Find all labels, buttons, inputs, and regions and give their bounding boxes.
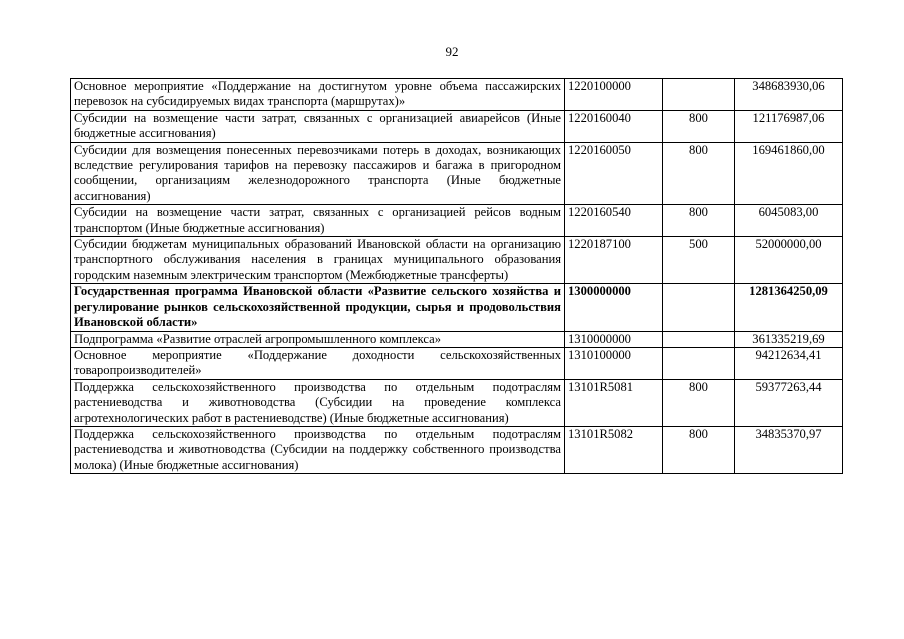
row-code-cell: 13101R5082 <box>565 426 663 473</box>
row-code-cell: 1220160540 <box>565 205 663 237</box>
row-expense-type-cell <box>663 331 735 347</box>
row-amount-cell: 6045083,00 <box>735 205 843 237</box>
row-amount-cell: 1281364250,09 <box>735 284 843 331</box>
row-expense-type-cell <box>663 79 735 111</box>
row-code-cell: 1220187100 <box>565 237 663 284</box>
row-name-cell: Основное мероприятие «Поддержание на достигнутом уровне объема пассажирских перевозок на субсидируемых видах транспорта (маршрутах)» <box>71 79 565 111</box>
row-amount-cell: 169461860,00 <box>735 142 843 205</box>
row-expense-type-cell <box>663 347 735 379</box>
table-row <box>71 142 843 205</box>
row-name-cell: Субсидии на возмещение части затрат, связанных с организацией авиарейсов (Иные бюджетные ассигнования) <box>71 110 565 142</box>
row-expense-type-cell: 800 <box>663 142 735 205</box>
row-code-cell: 1220100000 <box>565 79 663 111</box>
row-name-cell: Субсидии для возмещения понесенных перевозчиками потерь в доходах, возникающих вследствие регулирования тарифов на перевозку пассажиров и багажа в пригородном сообщении, организациям железнодорожного транспорта (Иные бюджетные ассигнования) <box>71 142 565 205</box>
row-expense-type-cell <box>663 284 735 331</box>
row-code-cell: 1220160050 <box>565 142 663 205</box>
row-amount-cell: 34835370,97 <box>735 426 843 473</box>
table-row <box>71 205 843 237</box>
row-code-cell: 1300000000 <box>565 284 663 331</box>
row-code-cell: 1310000000 <box>565 331 663 347</box>
table-row <box>71 426 843 473</box>
table-row <box>71 110 843 142</box>
row-name-cell: Государственная программа Ивановской области «Развитие сельского хозяйства и регулирование рынков сельскохозяйственной продукции, сырья и продовольствия Ивановской области» <box>71 284 565 331</box>
row-name-cell: Субсидии на возмещение части затрат, связанных с организацией рейсов водным транспортом (Иные бюджетные ассигнования) <box>71 205 565 237</box>
table-row <box>71 284 843 331</box>
row-code-cell: 1310100000 <box>565 347 663 379</box>
row-code-cell: 1220160040 <box>565 110 663 142</box>
row-amount-cell: 52000000,00 <box>735 237 843 284</box>
budget-table <box>70 78 843 474</box>
row-name-cell: Основное мероприятие «Поддержание доходности сельскохозяйственных товаропроизводителей» <box>71 347 565 379</box>
table-row <box>71 237 843 284</box>
row-expense-type-cell: 500 <box>663 237 735 284</box>
row-amount-cell: 361335219,69 <box>735 331 843 347</box>
row-code-cell: 13101R5081 <box>565 379 663 426</box>
row-expense-type-cell: 800 <box>663 426 735 473</box>
row-name-cell: Поддержка сельскохозяйственного производства по отдельным подотраслям растениеводства и животноводства (Субсидии на поддержку собственного производства молока) (Иные бюджетные ассигнования) <box>71 426 565 473</box>
row-expense-type-cell: 800 <box>663 205 735 237</box>
table-row <box>71 79 843 111</box>
table-row <box>71 331 843 347</box>
row-name-cell: Поддержка сельскохозяйственного производства по отдельным подотраслям растениеводства и животноводства (Субсидии на проведение комплекса агротехнологических работ в растениеводстве) (Иные бюджетные ассигнования) <box>71 379 565 426</box>
row-amount-cell: 59377263,44 <box>735 379 843 426</box>
page-number: 92 <box>445 44 459 59</box>
table-row <box>71 347 843 379</box>
row-amount-cell: 348683930,06 <box>735 79 843 111</box>
row-expense-type-cell: 800 <box>663 110 735 142</box>
row-expense-type-cell: 800 <box>663 379 735 426</box>
row-name-cell: Подпрограмма «Развитие отраслей агропромышленного комплекса» <box>71 331 565 347</box>
row-amount-cell: 94212634,41 <box>735 347 843 379</box>
row-name-cell: Субсидии бюджетам муниципальных образований Ивановской области на организацию транспортного обслуживания населения в границах муниципального образования городским наземным электрическим транспортом (Межбюджетные трансферты) <box>71 237 565 284</box>
row-amount-cell: 121176987,06 <box>735 110 843 142</box>
table-row <box>71 379 843 426</box>
budget-table-body <box>71 79 843 474</box>
